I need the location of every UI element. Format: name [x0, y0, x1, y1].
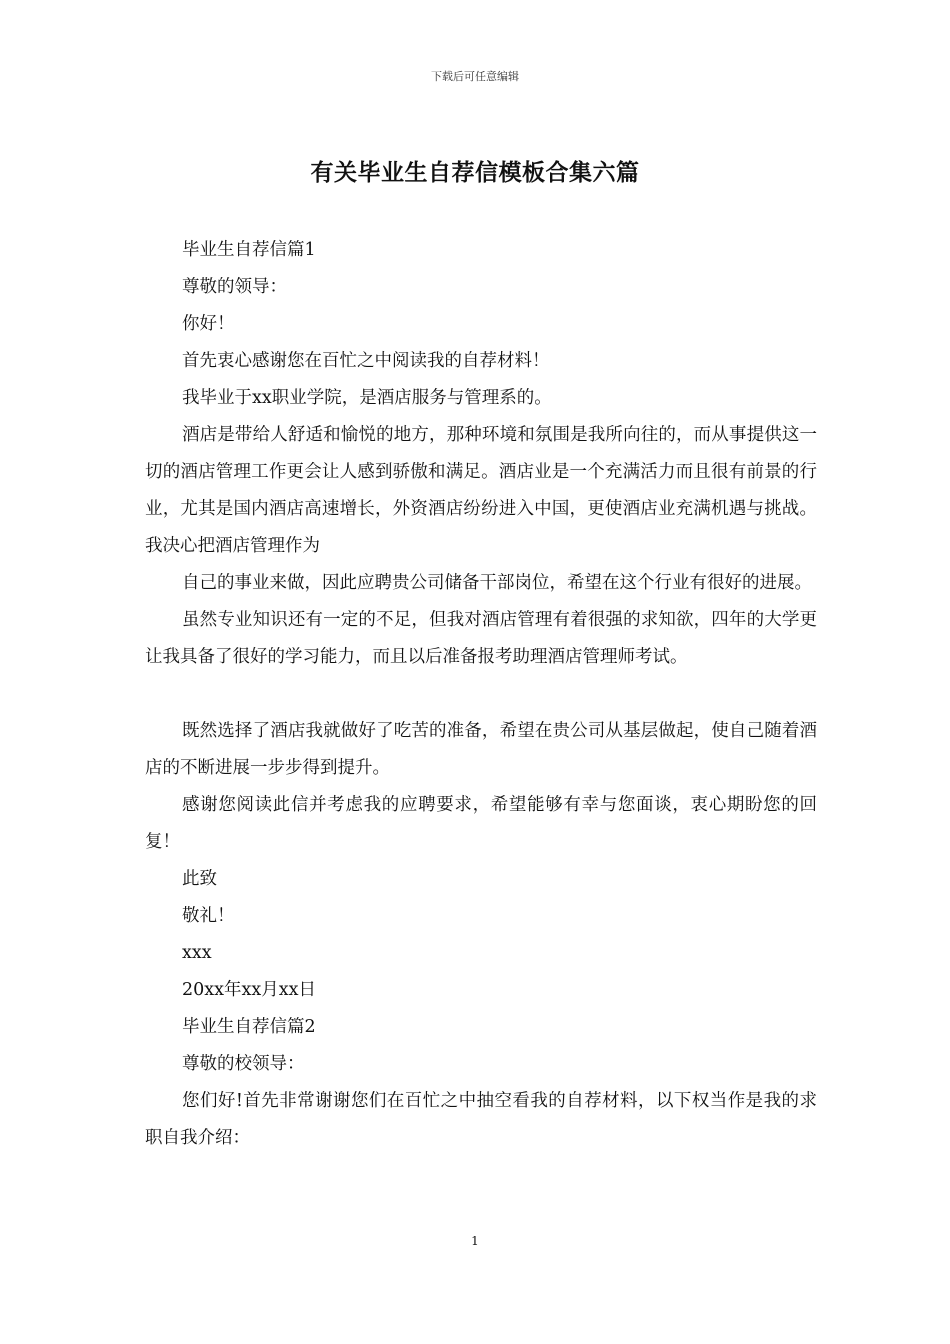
paragraph: 你好！ — [182, 314, 235, 334]
paragraph: 毕业生自荐信篇1 — [182, 240, 316, 260]
document-body — [145, 232, 817, 1157]
blank-line — [145, 676, 817, 713]
paragraph: 既然选择了酒店我就做好了吃苦的准备，希望在贵公司从基层做起，使自己随着酒店的不断进展一步步得到提升。 — [145, 721, 817, 778]
page-number: 1 — [471, 1234, 479, 1248]
paragraph: 敬礼！ — [182, 906, 235, 926]
paragraph: 首先衷心感谢您在百忙之中阅读我的自荐材料！ — [182, 351, 550, 371]
header-note: 下载后可任意编辑 — [431, 70, 519, 83]
paragraph: 尊敬的校领导： — [182, 1054, 305, 1074]
paragraph: 我毕业于xx职业学院，是酒店服务与管理系的。 — [182, 388, 552, 408]
paragraph: 酒店是带给人舒适和愉悦的地方，那种环境和氛围是我所向往的，而从事提供这一切的酒店管理工作更会让人感到骄傲和满足。酒店业是一个充满活力而且很有前景的行业，尤其是国内酒店高速增长，外资酒店纷纷进入中国，更使酒店业充满机遇与挑战。我决心把酒店管理作为 — [145, 425, 817, 556]
paragraph: 自己的事业来做，因此应聘贵公司储备干部岗位，希望在这个行业有很好的进展。 — [182, 573, 812, 593]
paragraph: xxx — [182, 943, 212, 963]
paragraph: 感谢您阅读此信并考虑我的应聘要求，希望能够有幸与您面谈，衷心期盼您的回复！ — [145, 795, 817, 852]
document-title: 有关毕业生自荐信模板合集六篇 — [310, 159, 640, 186]
paragraph: 此致 — [182, 869, 217, 889]
paragraph: 毕业生自荐信篇2 — [182, 1017, 316, 1037]
paragraph: 您们好!首先非常谢谢您们在百忙之中抽空看我的自荐材料，以下权当作是我的求职自我介绍： — [145, 1091, 817, 1148]
paragraph: 20xx年xx月xx日 — [182, 980, 316, 1000]
paragraph: 尊敬的领导： — [182, 277, 287, 297]
paragraph: 虽然专业知识还有一定的不足，但我对酒店管理有着很强的求知欲，四年的大学更让我具备了很好的学习能力，而且以后准备报考助理酒店管理师考试。 — [145, 610, 817, 667]
